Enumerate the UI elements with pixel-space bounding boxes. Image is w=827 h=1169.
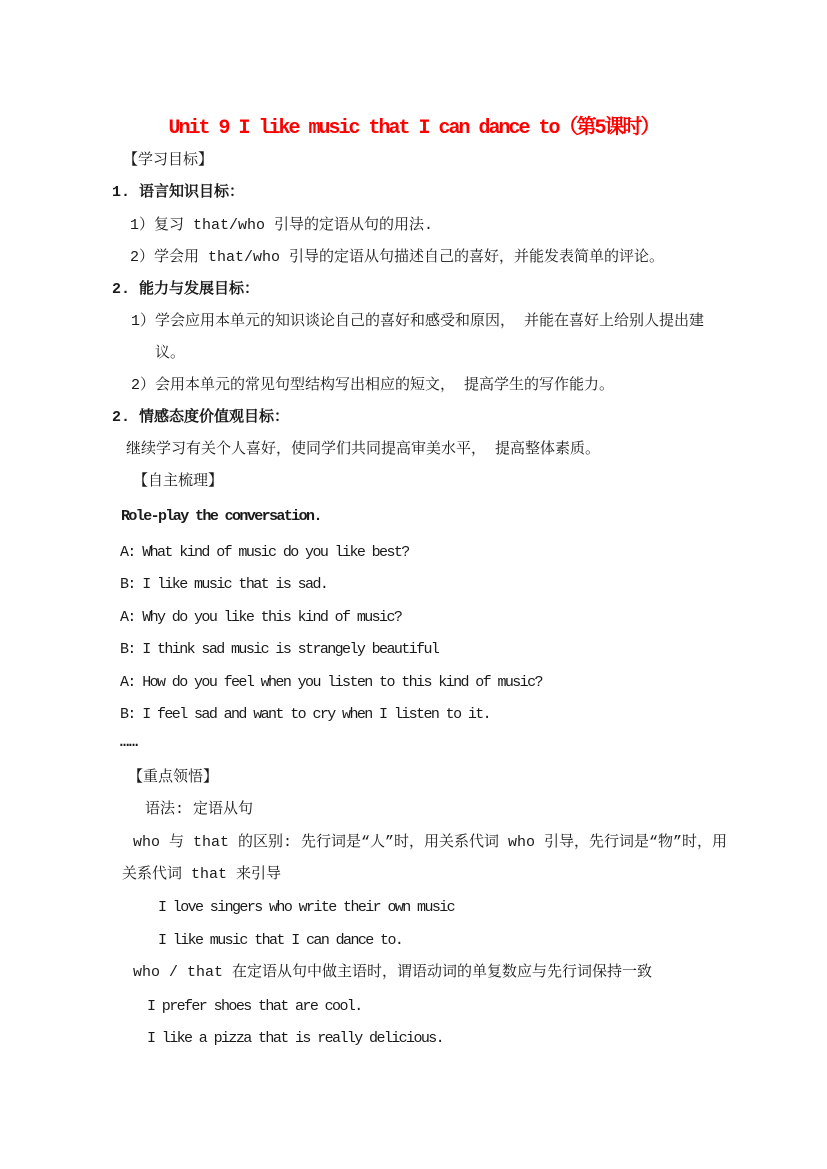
goal-ability-item-1-line-1: 1）学会应用本单元的知识谈论自己的喜好和感受和原因， 并能在喜好上给别人提出建 [131, 313, 705, 330]
grammar-rule-1-line-2: 关系代词 that 来引导 [122, 866, 282, 883]
grammar-rule-2: who / that 在定语从句中做主语时，谓语动词的单复数应与先行词保持一致 [133, 964, 653, 981]
goal-knowledge-item-1: 1）复习 that/who 引导的定语从句的用法. [130, 217, 434, 234]
roleplay-subtitle: Role-play the conversation. [121, 508, 321, 525]
section-header-key-points: 【重点领悟】 [128, 769, 219, 786]
dialogue-line: B: I think sad music is strangely beautiful [120, 641, 439, 658]
section-header-learning-goals: 【学习目标】 [123, 152, 214, 169]
document-title: Unit 9 I like music that I can dance to（第5课时） [168, 117, 659, 140]
goal-heading-knowledge: 1. 语言知识目标： [112, 184, 245, 201]
dialogue-line: A: How do you feel when you listen to this kind of music? [120, 674, 542, 691]
dialogue-line: B: I like music that is sad. [120, 576, 328, 593]
goal-knowledge-item-2: 2）学会用 that/who 引导的定语从句描述自己的喜好，并能发表简单的评论。 [130, 249, 665, 266]
section-header-self-sorting: 【自主梳理】 [133, 473, 224, 490]
grammar-example: I like music that I can dance to. [158, 932, 403, 949]
dialogue-ellipsis: …… [120, 734, 139, 751]
grammar-example: I prefer shoes that are cool. [147, 998, 362, 1015]
grammar-rule-1-line-1: who 与 that 的区别: 先行词是“人”时，用关系代词 who 引导，先行词是“物”时，用 [133, 834, 728, 851]
goal-heading-ability: 2. 能力与发展目标： [112, 281, 260, 298]
grammar-label: 语法: 定语从句 [145, 801, 254, 818]
goal-emotion-body: 继续学习有关个人喜好，使同学们共同提高审美水平， 提高整体素质。 [126, 441, 601, 458]
dialogue-line: A: Why do you like this kind of music? [120, 609, 402, 626]
grammar-example: I love singers who write their own music [158, 899, 455, 916]
goal-heading-emotion: 2. 情感态度价值观目标： [112, 409, 290, 426]
grammar-example: I like a pizza that is really delicious. [147, 1030, 444, 1047]
goal-ability-item-2: 2）会用本单元的常见句型结构写出相应的短文， 提高学生的写作能力。 [131, 377, 615, 394]
goal-ability-item-1-line-2: 议。 [155, 345, 186, 362]
dialogue-line: B: I feel sad and want to cry when I listen to it. [120, 706, 491, 723]
dialogue-line: A: What kind of music do you like best? [120, 544, 409, 561]
